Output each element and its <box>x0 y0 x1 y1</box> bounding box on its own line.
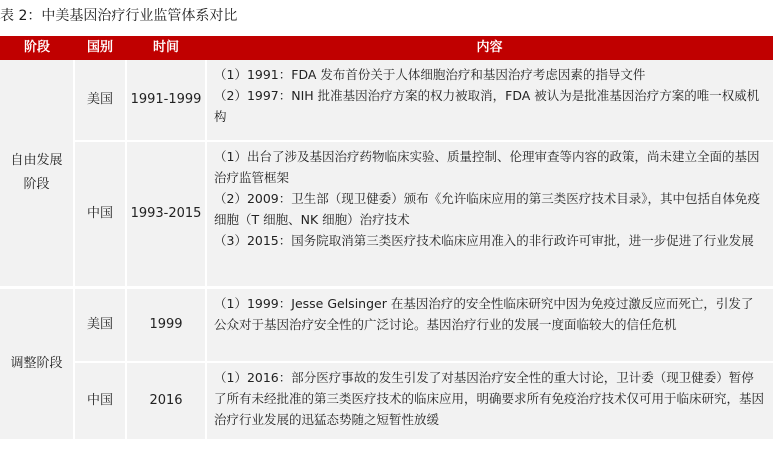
header-stage: 阶段 <box>23 40 50 55</box>
content-cell <box>214 293 765 335</box>
content-line: （2）1997：NIH 批准基因治疗方案的权力被取消，FDA 被认为是批准基因治疗方案的唯一权威机构 <box>214 88 760 124</box>
stage-cell: 自由发展 阶段 <box>10 153 63 192</box>
country-cell: 中国 <box>86 393 113 408</box>
time-cell: 2016 <box>149 393 183 408</box>
header-content: 内容 <box>476 40 503 55</box>
time-cell: 1999 <box>149 317 183 332</box>
content-cell <box>214 146 765 251</box>
content-line: （1）出台了涉及基因治疗药物临床实验、质量控制、伦理审查等内容的政策，尚未建立全面的基因治疗监管框架 <box>214 149 760 185</box>
content-line: （1）1991：FDA 发布首份关于人体细胞治疗和基因治疗考虑因素的指导文件 <box>214 67 646 82</box>
content-line: （1）2016：部分医疗事故的发生引发了对基因治疗安全性的重大讨论，卫计委（现卫健委）暂停了所有未经批准的第三类医疗技术的临床应用，明确要求所有免疫治疗技术仅可用于临床研究，基因治疗行业发展的迅猛态势随之短暂性放缓 <box>214 370 765 427</box>
content-line: （2）2009：卫生部（现卫健委）颁布《允许临床应用的第三类医疗技术目录》，其中包括自体免疫细胞（T 细胞、NK 细胞）治疗技术 <box>214 191 761 227</box>
country-cell: 美国 <box>86 92 113 107</box>
country-cell: 美国 <box>86 317 113 332</box>
column-divider <box>205 60 207 439</box>
header-country: 国别 <box>86 40 113 55</box>
table-header <box>0 36 773 60</box>
content-cell <box>214 367 765 430</box>
content-cell <box>214 64 765 127</box>
country-cell: 中国 <box>86 206 113 221</box>
table-caption: 表 2：中美基因治疗行业监管体系对比 <box>0 8 238 24</box>
time-cell: 1991-1999 <box>130 92 202 107</box>
content-line: （1）1999：Jesse Gelsinger 在基因治疗的安全性临床研究中因为免疫过激反应而死亡，引发了公众对于基因治疗安全性的广泛讨论。基因治疗行业的发展一度面临较大的信任危机 <box>214 296 754 332</box>
time-cell: 1993-2015 <box>130 206 202 221</box>
stage-cell: 调整阶段 <box>10 356 63 371</box>
content-line: （3）2015：国务院取消第三类医疗技术临床应用准入的非行政许可审批，进一步促进了行业发展 <box>214 233 754 248</box>
header-time: 时间 <box>152 40 179 55</box>
